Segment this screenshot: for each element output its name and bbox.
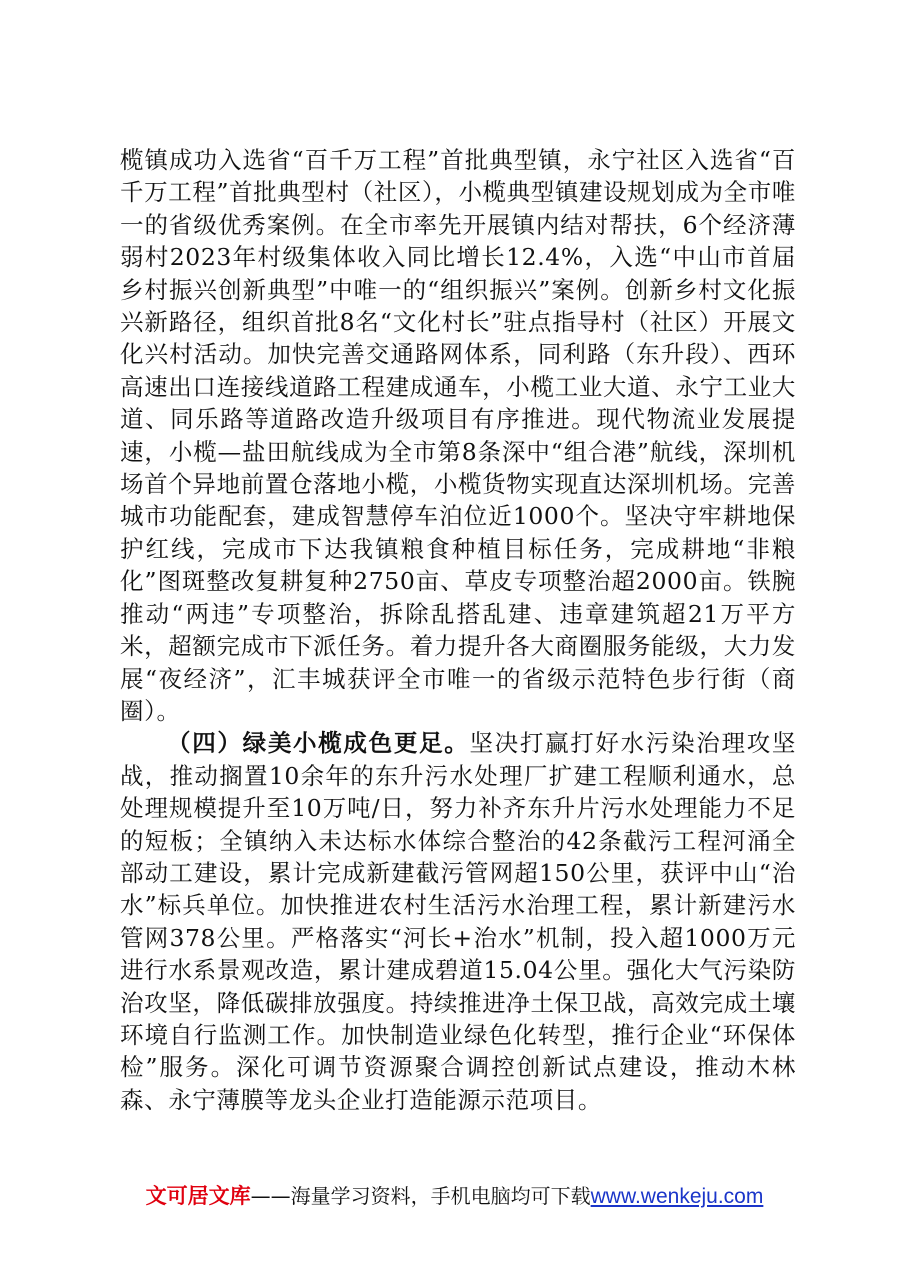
paragraph-text: 榄镇成功入选省“百千万工程”首批典型镇，永宁社区入选省“百千万工程”首批典型村（社区），小榄典型镇建设规划成为全市唯一的省级优秀案例。在全市率先开展镇内结对帮扶，6个经济薄弱村2023年村级集体收入同比增长12.4%，入选“中山市首届乡村振兴创新典型”中唯一的“组织振兴”案例。创新乡村文化振兴新路径，组织首批8名“文化村长”驻点指导村（社区）开展文化兴村活动。加快完善交通路网体系，同利路（东升段）、西环高速出口连接线道路工程建成通车，小榄工业大道、永宁工业大道、同乐路等道路改造升级项目有序推进。现代物流业发展提速，小榄—盐田航线成为全市第8条深中“组合港”航线，深圳机场首个异地前置仓落地小榄，小榄货物实现直达深圳机场。完善城市功能配套，建成智慧停车泊位近1000个。坚决守牢耕地保护红线，完成市下达我镇粮食种植目标任务，完成耕地“非粮化”图斑整改复耕复种2750亩、草皮专项整治超2000亩。铁腕推动“两违”专项整治，拆除乱搭乱建、违章建筑超21万平方米，超额完成市下派任务。着力提升各大商圈服务能级，大力发展“夜经济”，汇丰城获评全市唯一的省级示范特色步行街（商圈）。 (120, 146, 796, 725)
footer-url-link[interactable]: www.wenkeju.com (590, 1185, 764, 1208)
paragraph-section-four (120, 727, 796, 1116)
document-body (120, 144, 796, 1116)
footer-watermark (0, 1182, 909, 1211)
footer-brand: 文可居文库 (145, 1184, 251, 1208)
paragraph-text: 坚决打赢打好水污染治理攻坚战，推动搁置10余年的东升污水处理厂扩建工程顺利通水，总处理规模提升至10万吨/日，努力补齐东升片污水处理能力不足的短板；全镇纳入未达标水体综合整治的42条截污工程河涌全部动工建设，累计完成新建截污管网超150公里，获评中山“治水”标兵单位。加快推进农村生活污水治理工程，累计新建污水管网378公里。严格落实“河长+治水”机制，投入超1000万元进行水系景观改造，累计建成碧道15.04公里。强化大气污染防治攻坚，降低碳排放强度。持续推进净土保卫战，高效完成土壤环境自行监测工作。加快制造业绿色化转型，推行企业“环保体检”服务。深化可调节资源聚合调控创新试点建设，推动木林森、永宁薄膜等龙头企业打造能源示范项目。 (120, 729, 796, 1114)
paragraph-continued (120, 144, 796, 727)
footer-tagline: ——海量学习资料，手机电脑均可下载 (250, 1184, 591, 1208)
section-heading: （四）绿美小榄成色更足。 (167, 729, 470, 758)
